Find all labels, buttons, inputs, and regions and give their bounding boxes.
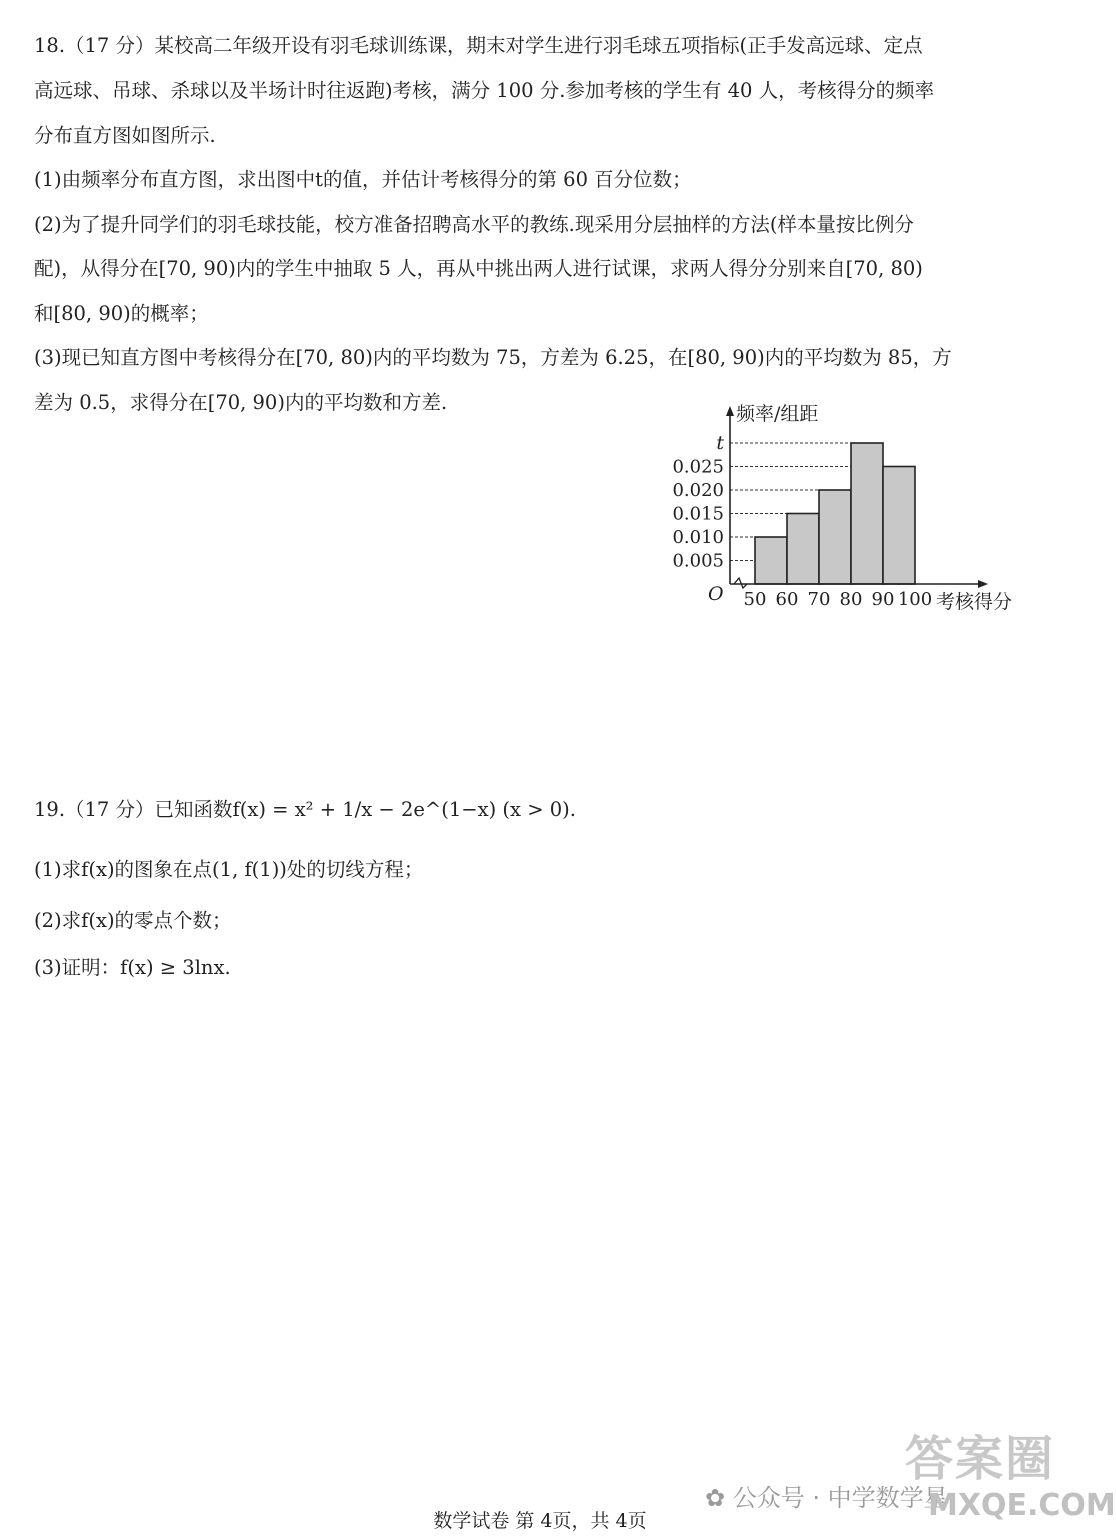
y-axis-label: 频率/组距 — [736, 403, 819, 425]
q18-line-3: 分布直方图如图所示. — [34, 124, 216, 147]
q18-line-1: 18.（17 分）某校高二年级开设有羽毛球训练课，期末对学生进行羽毛球五项指标(正手发高远球、定点 — [34, 34, 923, 57]
x-tick-label: 90 — [871, 589, 895, 610]
axis-break-mark — [734, 578, 747, 588]
y-tick-label: 0.005 — [672, 550, 724, 572]
histogram-bar — [819, 490, 851, 584]
y-tick-label: t — [716, 432, 724, 454]
wechat-icon: ✿ — [705, 1484, 733, 1512]
watermark-logo: 答案圈 — [905, 1431, 1056, 1487]
frequency-histogram — [660, 400, 1040, 625]
q18-part-2c: 和[80, 90)的概率； — [34, 302, 209, 325]
histogram-bar — [851, 443, 883, 584]
q18-part-1: (1)由频率分布直方图，求出图中t的值，并估计考核得分的第 60 百分位数； — [34, 168, 692, 191]
x-tick-label: 60 — [775, 589, 799, 610]
watermark-label: 公众号 · 中学数学星 — [732, 1484, 948, 1512]
q19-part-3: (3)证明：f(x) ≥ 3lnx. — [34, 956, 231, 979]
y-tick-label: 0.015 — [672, 503, 724, 525]
histogram-bar — [755, 537, 787, 584]
x-tick-label: 100 — [897, 589, 933, 610]
q18-part-2b: 配)，从得分在[70, 90)内的学生中抽取 5 人，再从中挑出两人进行试课，求两人得分分别来自[70, 80) — [34, 257, 923, 280]
page-footer: 数学试卷 第 4页，共 4页 — [433, 1510, 647, 1532]
x-tick-label: 70 — [807, 589, 831, 610]
q18-part-2a: (2)为了提升同学们的羽毛球技能，校方准备招聘高水平的教练.现采用分层抽样的方法(样本量按比例分 — [34, 213, 914, 236]
y-axis-arrow — [726, 406, 734, 416]
q19-part-2: (2)求f(x)的零点个数； — [34, 909, 232, 932]
y-tick-label: 0.010 — [672, 527, 724, 548]
x-tick-label: 80 — [839, 589, 863, 610]
x-axis-arrow — [978, 580, 988, 588]
q19-part-1: (1)求f(x)的图象在点(1, f(1))处的切线方程； — [34, 858, 424, 881]
x-axis-label: 考核得分 — [936, 591, 1013, 613]
y-tick-label: 0.020 — [672, 480, 724, 501]
q18-line-2: 高远球、吊球、杀球以及半场计时往返跑)考核，满分 100 分.参加考核的学生有 40 人，考核得分的频率 — [34, 79, 935, 102]
y-tick-label: 0.025 — [672, 456, 724, 478]
x-tick-label: 50 — [743, 589, 767, 610]
histogram-bar — [787, 514, 819, 585]
watermark-url: MXQE.COM — [928, 1488, 1116, 1523]
q18-part-3a: (3)现已知直方图中考核得分在[70, 80)内的平均数为 75，方差为 6.25，在[80, 90)内的平均数为 85，方 — [34, 346, 952, 369]
histogram-bar — [883, 467, 915, 585]
q19-stem: 19.（17 分）已知函数f(x) = x² + 1/x − 2e^(1−x) (x > 0). — [34, 798, 576, 821]
origin-label: O — [708, 583, 724, 605]
q18-part-3b: 差为 0.5，求得分在[70, 90)内的平均数和方差. — [34, 391, 448, 414]
